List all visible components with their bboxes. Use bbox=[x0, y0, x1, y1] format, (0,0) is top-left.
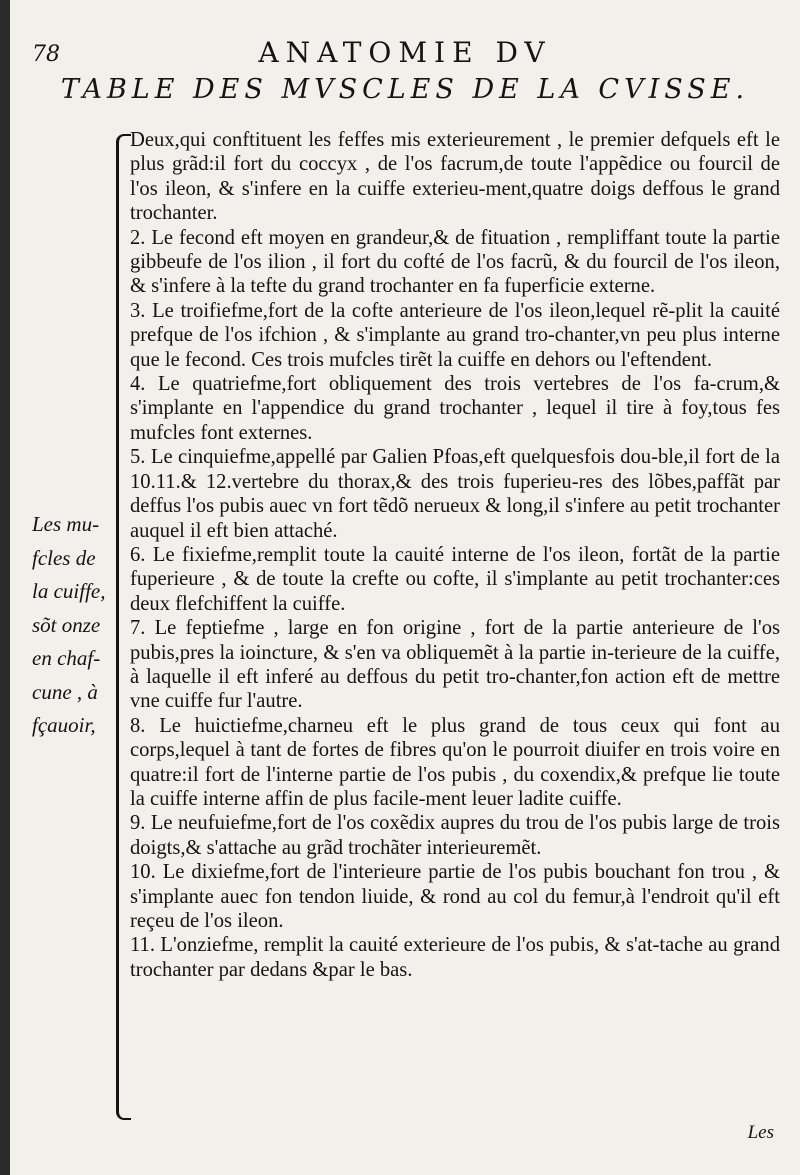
paragraph: 5. Le cinquiefme,appellé par Galien Pfoas,eft quelquesfois dou-ble,il fort de la 10.11.& 12.vertebre du thorax,& des trois fuperieu-res des lõbes,paffãt par deffus l'os pubis auec vn fort tẽdõ nerueux & long,il s'infere au petit trochanter auquel il eft bien attaché. bbox=[130, 446, 780, 542]
running-head: ANATOMIE DV bbox=[258, 36, 552, 69]
body-text bbox=[130, 128, 780, 982]
margin-note-line: Les mu- bbox=[32, 512, 100, 536]
catchword: Les bbox=[747, 1122, 774, 1143]
margin-note bbox=[32, 508, 128, 743]
paragraph: 11. L'onziefme, remplit la cauité exterieure de l'os pubis, & s'at-tache au grand trochanter par dedans &par le bas. bbox=[130, 934, 780, 981]
book-page bbox=[10, 0, 800, 1175]
paragraph: 2. Le fecond eft moyen en grandeur,& de fituation , rempliffant toute la partie gibbeufe de l'os ilion , il fort du cofté de l'os facrũ, & du fourcil de l'os ileon, & s'infere à la tefte du grand trochanter en fa fuperficie externe. bbox=[130, 226, 780, 298]
paragraph: Deux,qui conftituent les feffes mis exterieurement , le premier defquels eft le plus grãd:il fort du coccyx , de l'os facrum,de toute l'appẽdice ou fourcil de l'os ileon, & s'infere en la cuiffe exterieu-ment,quatre doigs deffous le grand trochanter. bbox=[130, 129, 780, 225]
page-number: 78 bbox=[32, 42, 60, 67]
paragraph: 10. Le dixiefme,fort de l'interieure partie de l'os pubis bouchant fon trou , & s'implante auec fon tendon liuide, & rond au col du femur,à l'endroit qu'il eft reçeu de l'os ileon. bbox=[130, 861, 780, 932]
paragraph: 8. Le huictiefme,charneu eft le plus grand de tous ceux qui font au corps,lequel à tant de fortes de fibres qu'on le pourroit diuifer en trois voire en quatre:il fort de l'interne partie de l'os pubis , du coxendix,& prefque lie toute la cuiffe interne affin de plus facile-ment leuer ladite cuiffe. bbox=[130, 714, 780, 810]
paragraph: 4. Le quatriefme,fort obliquement des trois vertebres de l'os fa-crum,& s'implante en l'appendice du grand trochanter , lequel il tire à foy,tous fes mufcles font externes. bbox=[130, 373, 780, 444]
margin-note-line: fçauoir, bbox=[32, 713, 96, 737]
margin-note-line: fcles de bbox=[32, 545, 96, 570]
margin-note-line: en chaf- bbox=[32, 646, 101, 670]
paragraph: 9. Le neufuiefme,fort de l'os coxẽdix aupres du trou de l'os pubis large de trois doigts,& s'attache au grãd trochãter interieuremẽt. bbox=[130, 812, 780, 859]
margin-note-line: la cuiffe, bbox=[32, 579, 106, 603]
paragraph: 3. Le troifiefme,fort de la cofte anterieure de l'os ileon,lequel rẽ-plit la cauité prefque de l'os ifchion , & s'implante au grand tro-chanter,vn peu plus interne que le fecond. Ces trois mufcles tirẽt la cuiffe en dehors ou l'eftendent. bbox=[130, 299, 780, 371]
paragraph: 6. Le fixiefme,remplit toute la cauité interne de l'os ileon, fortãt de la partie fuperieure , & de toute la crefte ou cofte, il s'implante au petit trochanter:ces deux flefchiffent la cuiffe. bbox=[130, 543, 780, 615]
paragraph: 7. Le feptiefme , large en fon origine , fort de la partie anterieure de l'os pubis,pres la ioincture, & s'en va obliquemẽt à la partie in-terieure de la cuiffe, à laquelle il eft inferé au deffous du petit tro-chanter,fon action eft de mettre vne cuiffe fur l'autre. bbox=[130, 617, 780, 713]
page-title: TABLE DES MVSCLES DE LA CVISSE. bbox=[60, 74, 750, 105]
margin-note-line: cune , à bbox=[32, 679, 98, 704]
margin-note-line: sõt onze bbox=[32, 612, 101, 637]
